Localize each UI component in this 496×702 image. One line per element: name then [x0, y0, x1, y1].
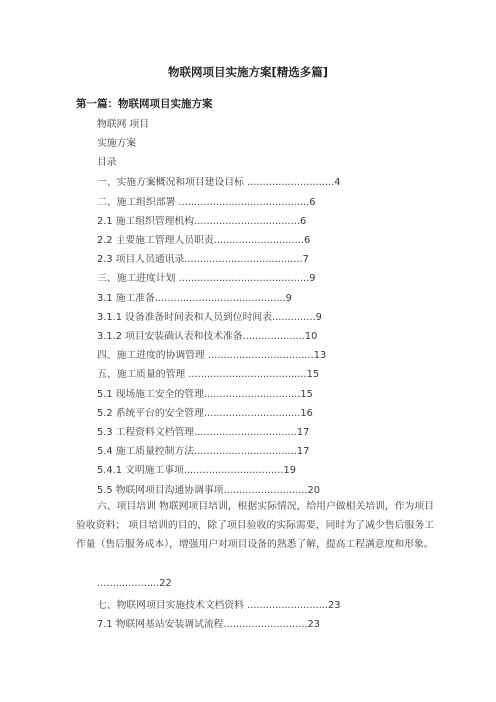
- toc-entry: 5.1 现场施工安全的管理...............................15: [97, 389, 313, 400]
- toc-entry: 3.1.1 设备准备时间表和人员到位时间表..............9: [97, 312, 322, 323]
- toc-entry: 5.4.1 文明施工事项................................19: [97, 465, 296, 476]
- body-paragraph: 六、项目培训 物联网项目培训，根据实际情况，给用户做相关培训，作为项目验收资料； 项目培训的目的，除了项目验收的实际需要，同时为了减少售后服务工作量（售后服务成本），增强用户对项目设备的熟悉了解，提高工程满意度和形象。: [76, 501, 434, 550]
- text-line: 实施方案: [97, 138, 137, 149]
- document-title: 物联网项目实施方案[精选多篇]: [167, 65, 328, 79]
- toc-entry: 2.1 施工组织管理机构..................................6: [97, 216, 307, 227]
- toc-entry-continuation: ....................22: [97, 578, 172, 589]
- toc-entry: 7.1 物联网基站安装调试流程...........................23: [97, 619, 321, 630]
- toc-entry: 5.2 系统平台的安全管理...............................16: [97, 408, 313, 419]
- toc-entry: 3.1 施工准备..........................................9: [97, 293, 292, 304]
- text-line: 物联网 项目: [97, 119, 150, 130]
- toc-entry: 四、施工进度的协调管理 ..................................13: [97, 350, 327, 361]
- toc-heading: 目录: [97, 157, 117, 168]
- section-heading: 第一篇：物联网项目实施方案: [76, 98, 213, 110]
- toc-entry: 3.1.2 项目安装确认表和技术准备....................10: [97, 331, 318, 342]
- toc-entry: 五、施工质量的管理 ......................................15: [97, 369, 320, 380]
- toc-entry: 5.5 物联网项目沟通协调事项...........................20: [97, 485, 321, 496]
- toc-entry: 二、施工组织部署 ..........................................6: [97, 197, 316, 208]
- toc-entry: 一、实施方案概况和项目建设目标 ............................4: [97, 177, 341, 188]
- toc-entry: 5.3 工程资料文档管理.................................17: [97, 427, 310, 438]
- toc-entry: 2.2 主要施工管理人员职责.............................6: [97, 235, 311, 246]
- toc-entry: 三、施工进度计划 ..........................................9: [97, 273, 316, 284]
- toc-entry: 2.3 项目人员通讯录......................................7: [97, 254, 309, 265]
- toc-entry: 5.4 施工质量控制方法.................................17: [97, 446, 310, 457]
- toc-entry: 七、物联网项目实施技术文档资料 ..........................23: [97, 600, 341, 611]
